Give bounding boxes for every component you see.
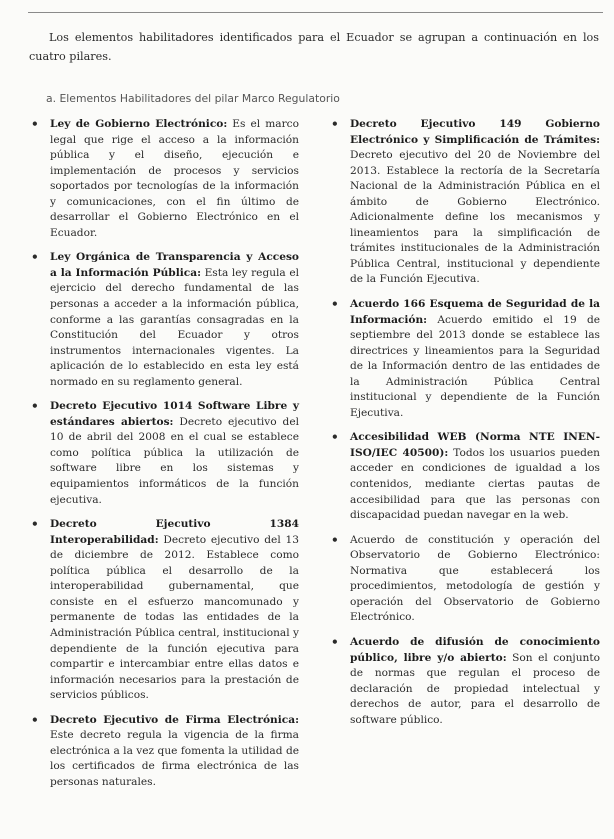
item-text: Es el marco legal que rige el acceso a la información pública y el diseño, ejecución e implementación de procesos y servicios soportados por tecnologías de la información y comunicaciones, con el fin último de desarrollar el Gobierno Electrónico en el Ecuador. xyxy=(50,118,299,239)
bullet-icon: • xyxy=(31,517,39,532)
item-text: Son el conjunto de normas que regulan el proceso de declaración de propiedad intelectual y derechos de autor, para el desarrollo de software público. xyxy=(350,651,600,726)
bullet-icon: • xyxy=(331,430,339,445)
bullet-icon: • xyxy=(31,712,39,727)
bullet-icon: • xyxy=(331,117,339,131)
list-item xyxy=(328,635,600,728)
left-column xyxy=(28,117,299,799)
bullet-icon: • xyxy=(31,117,39,131)
list-item xyxy=(28,713,299,791)
item-text: Acuerdo emitido el 19 de septiembre del 2013 donde se establece las directrices y lineamientos para la Seguridad de la Información dentro de las entidades de la Administración Pública Central institucional y dependiente de la Función Ejecutiva. xyxy=(350,313,600,419)
bullet-icon: • xyxy=(331,297,339,312)
list-item xyxy=(28,399,299,508)
bullet-icon: • xyxy=(331,532,339,547)
top-rule xyxy=(28,12,603,13)
bullet-icon: • xyxy=(31,250,39,265)
list-item xyxy=(28,117,299,241)
item-title: Decreto Ejecutivo 149 Gobierno Electrónico y Simplificación de Trámites: xyxy=(350,118,600,146)
item-title: Ley Orgánica de Transparencia y Acceso a la Información Pública: xyxy=(50,251,299,279)
item-text: Decreto ejecutivo del 13 de diciembre de 2012. Establece como política pública el desarrollo de la interoperabilidad gubernamental, que consiste en el esfuerzo mancomunado y permanente de todas las entidades de la Administración Pública central, institucional y dependiente de la función ejecutiva para compartir e intercambiar entre ellas datos e información necesarios para la prestación de servicios públicos. xyxy=(50,533,299,702)
item-text: Todos los usuarios pueden acceder en condiciones de igualdad a los contenidos, mediante ciertas pautas de accesibilidad para que las personas con discapacidad puedan navegar en la web. xyxy=(350,446,600,522)
item-text: Decreto ejecutivo del 10 de abril del 2008 en el cual se establece como política pública la utilización de software libre en los sistemas y equipamientos informáticos de la función ejecutiva. xyxy=(50,415,299,506)
item-title: Accesibilidad WEB (Norma NTE INEN-ISO/IEC 40500): xyxy=(350,431,600,459)
list-item xyxy=(28,250,299,390)
item-title: Ley de Gobierno Electrónico: xyxy=(50,118,228,130)
intro-paragraph: Los elementos habilitadores identificados para el Ecuador se agrupan a continuación en los cuatro pilares. xyxy=(29,31,599,63)
list-item xyxy=(328,430,600,523)
list-item xyxy=(28,517,299,704)
list-item xyxy=(328,533,600,626)
item-text: Este decreto regula la vigencia de la firma electrónica a la vez que fomenta la utilidad de los certificados de firma electrónica de las personas naturales. xyxy=(50,729,299,788)
list-item xyxy=(328,117,600,288)
item-title: Acuerdo de difusión de conocimiento público, libre y/o abierto: xyxy=(350,635,600,664)
bullet-icon: • xyxy=(331,634,339,649)
item-title: Decreto Ejecutivo 1014 Software Libre y estándares abiertos: xyxy=(50,400,299,428)
item-text: Decreto ejecutivo del 20 de Noviembre del 2013. Establece la rectoría de la Secretaría Nacional de la Administración Pública en el ámbito de Gobierno Electrónico. Adicionalmente define los mecanismos y lineamientos para la simplificación de trámites institucionales de la Administración Pública Central, institucional y dependiente de la Función Ejecutiva. xyxy=(350,149,600,286)
item-text: Esta ley regula el ejercicio del derecho fundamental de las personas a acceder a la información pública, conforme a las garantías consagradas en la Constitución del Ecuador y otros instrumentos internacionales vigentes. La aplicación de lo establecido en esta ley está normado en su reglamento general. xyxy=(50,266,299,388)
section-subheading: a. Elementos Habilitadores del pilar Marco Regulatorio xyxy=(46,92,340,105)
bullet-icon: • xyxy=(31,399,39,414)
item-text: Acuerdo de constitución y operación del Observatorio de Gobierno Electrónico: Normativa que establecerá los procedimientos, metodología de gestión y operación del Observatorio de Gobierno Electrónico. xyxy=(350,533,600,624)
item-title: Decreto Ejecutivo de Firma Electrónica: xyxy=(50,713,299,726)
item-title: Acuerdo 166 Esquema de Seguridad de la Información: xyxy=(350,298,600,326)
list-item xyxy=(328,297,600,421)
right-column xyxy=(328,117,600,737)
item-title: Decreto Ejecutivo 1384 Interoperabilidad: xyxy=(50,518,299,546)
